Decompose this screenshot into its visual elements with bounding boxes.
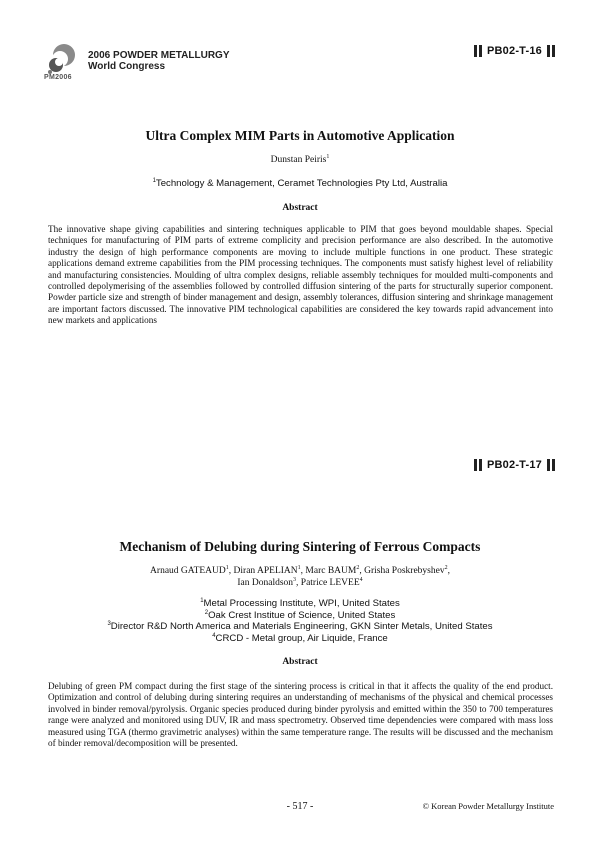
- congress-title-line2: World Congress: [88, 61, 166, 72]
- author-sup: 1: [297, 564, 301, 571]
- author-sup: 3: [293, 576, 297, 583]
- congress-title: [88, 50, 230, 72]
- abstract-text: Delubing of green PM compact during the first stage of the sintering process is critical in that it affects the quality of the end product. Optimization and control of delubing during sintering requires an understanding of mechanisms of the physical and chemical processes involved in binder removal/pyrolysis. Organic species produced during binder pyrolysis and emitted within the 350 to 700 temperatures range were analyzed and monitored using DUV, IR and mass spectrometry. Observed time dependencies were compared with mass loss measured using TGA (thermo gravimetric analyses) within the same temperature range. The results will be discussed and the mechanism of binder removal/decomposition will be presented.: [48, 681, 553, 749]
- affiliation-sup: 2: [204, 609, 209, 616]
- author-name: Patrice LEVEE: [300, 578, 360, 588]
- author-sup: 4: [359, 576, 363, 583]
- author-sup: 2: [356, 564, 360, 571]
- author-name: Dunstan Peiris: [270, 155, 327, 165]
- affiliation-sup: 4: [212, 632, 216, 639]
- author-name: Marc BAUM: [305, 566, 357, 576]
- page-number: - 517 -: [286, 801, 314, 812]
- paper-code-tag: [473, 44, 556, 58]
- paper-code: PB02-T-16: [487, 45, 542, 57]
- affiliation: [0, 598, 600, 610]
- author-sup: 1: [225, 564, 229, 571]
- abstract-heading: Abstract: [282, 203, 318, 213]
- affiliation-text: Technology & Management, Ceramet Technologies Pty Ltd, Australia: [155, 178, 448, 189]
- author-name: Arnaud GATEAUD: [150, 566, 226, 576]
- author-sup: 1: [326, 153, 330, 160]
- author-line: [0, 154, 600, 166]
- affiliation-sup: 3: [107, 620, 111, 627]
- author-list: [0, 565, 600, 589]
- paper-code-tag: [473, 458, 556, 472]
- abstract-text: The innovative shape giving capabilities and sintering techniques applicable to PIM that goes beyond mouldable shapes. Special techniques for manufacturing of PIM parts of extreme complicity and precision performance are also described. In the automotive industry the design of high performance components are moving to include multiple functions in one product. These strategic applications demand extreme capabilities from the PIM processing techniques. The components must satisfy highest level of reliability and manufacturing consistencies. Moulding of ultra complex designs, reliable assembly techniques for moulded multi-components and controlled depolymerising of the assemblies followed by controlled diffusion sintering of the parts for structurally superior component. Powder particle size and strength of binder management and design, assembly tolerances, diffusion sintering and shrinkage management are important factors discussed. The innovative PIM technological capabilities are considered the key towards rapid advancement into new markets and applications: [48, 224, 553, 326]
- affiliation-sup: 1: [200, 597, 204, 604]
- affiliation-list: [0, 598, 600, 644]
- author-line-1: Arnaud GATEAUD$^1$, Diran APELIAN$^1$, Marc BAUM$^2$, Grisha Poskrebyshev$^2$,: [150, 564, 450, 576]
- author-line-2: Ian Donaldson$^3$, Patrice LEVEE$^4$: [237, 576, 363, 588]
- author-name: Grisha Poskrebyshev: [364, 566, 445, 576]
- affiliation-text: Metal Processing Institute, WPI, United States: [203, 598, 400, 609]
- affiliation-sup: 1: [152, 177, 156, 184]
- abstract-heading: Abstract: [282, 657, 318, 667]
- affiliation: [0, 610, 600, 622]
- paper-title: Mechanism of Delubing during Sintering of Ferrous Compacts: [119, 539, 481, 554]
- author-sup: 2: [444, 564, 448, 571]
- affiliation-text: Director R&D North America and Materials Engineering, GKN Sinter Metals, United States: [110, 621, 493, 632]
- affiliation: [0, 178, 600, 190]
- paper-code: PB02-T-17: [487, 459, 542, 471]
- author-name: Diran APELIAN: [233, 566, 298, 576]
- affiliation-text: Oak Crest Institue of Science, United States: [208, 609, 396, 621]
- affiliation: [0, 633, 600, 645]
- affiliation: [0, 621, 600, 633]
- congress-title-line1: 2006 POWDER METALLURGY: [88, 50, 230, 61]
- affiliation-text: CRCD - Metal group, Air Liquide, France: [215, 632, 388, 644]
- paper-title: Ultra Complex MIM Parts in Automotive Application: [145, 128, 455, 143]
- logo-year-label: PM2006: [44, 74, 72, 81]
- copyright-notice: © Korean Powder Metallurgy Institute: [422, 801, 554, 811]
- author-name: Ian Donaldson: [237, 578, 294, 588]
